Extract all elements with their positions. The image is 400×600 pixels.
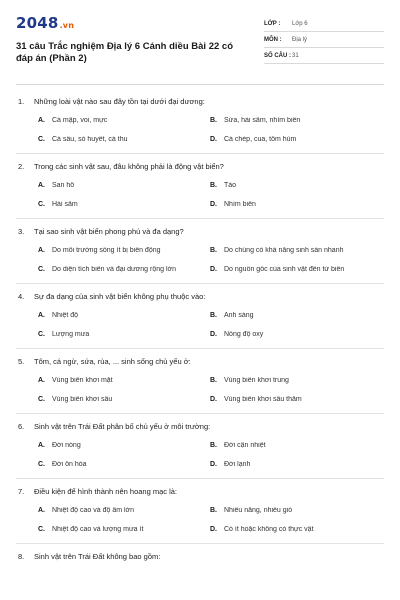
question-text bbox=[16, 420, 384, 434]
question-divider bbox=[16, 348, 384, 349]
option-letter: A. bbox=[38, 442, 45, 449]
question-item bbox=[16, 550, 384, 564]
logo-main: 2048 bbox=[16, 14, 59, 32]
answer-option[interactable] bbox=[38, 247, 210, 254]
option-letter: A. bbox=[38, 507, 45, 514]
question-divider bbox=[16, 218, 384, 219]
option-letter: A. bbox=[38, 182, 45, 189]
option-text: Đới cận nhiệt bbox=[224, 442, 266, 449]
meta-table bbox=[264, 16, 384, 72]
answer-options bbox=[16, 507, 384, 533]
question-text bbox=[16, 550, 384, 564]
question-text bbox=[16, 355, 384, 369]
answer-options bbox=[16, 312, 384, 338]
option-letter: B. bbox=[210, 117, 217, 124]
answer-option[interactable] bbox=[210, 117, 382, 124]
question-item bbox=[16, 290, 384, 349]
option-letter: C. bbox=[38, 526, 45, 533]
meta-value: Lớp 6 bbox=[292, 20, 308, 27]
answer-option[interactable] bbox=[38, 461, 210, 468]
question-divider bbox=[16, 153, 384, 154]
meta-value: Địa lý bbox=[292, 36, 308, 43]
option-letter: B. bbox=[210, 377, 217, 384]
question-item bbox=[16, 485, 384, 544]
answer-options bbox=[16, 377, 384, 403]
answer-option[interactable] bbox=[38, 526, 210, 533]
answer-option[interactable] bbox=[210, 182, 382, 189]
option-letter: D. bbox=[210, 331, 217, 338]
answer-option[interactable] bbox=[38, 507, 210, 514]
question-number: 5. bbox=[18, 357, 25, 366]
option-text: San hô bbox=[52, 182, 75, 189]
answer-options bbox=[16, 247, 384, 273]
option-letter: C. bbox=[38, 136, 45, 143]
question-stem: Sinh vật trên Trái Đất phân bố chủ yếu ở môi trường: bbox=[34, 422, 211, 431]
answer-option[interactable] bbox=[210, 461, 382, 468]
option-letter: A. bbox=[38, 247, 45, 254]
answer-options bbox=[16, 117, 384, 143]
answer-option[interactable] bbox=[38, 396, 210, 403]
question-stem: Trong các sinh vật sau, đâu không phải là động vật biển? bbox=[34, 162, 224, 171]
question-stem: Điều kiện để hình thành nên hoang mạc là: bbox=[34, 487, 178, 496]
option-letter: B. bbox=[210, 507, 217, 514]
question-divider bbox=[16, 543, 384, 544]
option-letter: B. bbox=[210, 182, 217, 189]
answer-option[interactable] bbox=[210, 526, 382, 533]
option-letter: B. bbox=[210, 247, 217, 254]
answer-option[interactable] bbox=[38, 442, 210, 449]
option-letter: D. bbox=[210, 461, 217, 468]
meta-row-subject bbox=[264, 32, 384, 48]
option-text: Do chúng có khả năng sinh sản nhanh bbox=[224, 247, 344, 254]
option-text: Cá mập, voi, mực bbox=[52, 117, 108, 124]
option-text: Có ít hoặc không có thực vật bbox=[224, 526, 314, 533]
option-letter: D. bbox=[210, 201, 217, 208]
option-text: Vùng biển khơi trung bbox=[224, 377, 289, 384]
answer-option[interactable] bbox=[210, 507, 382, 514]
question-item bbox=[16, 225, 384, 284]
answer-option[interactable] bbox=[210, 266, 382, 273]
option-letter: B. bbox=[210, 442, 217, 449]
option-text: Vùng biển khơi sâu bbox=[52, 396, 113, 403]
question-number: 3. bbox=[18, 227, 25, 236]
option-text: Vùng biển khơi sâu thẳm bbox=[224, 396, 302, 403]
question-number: 8. bbox=[18, 552, 25, 561]
question-stem: Sinh vật trên Trái Đất không bao gồm: bbox=[34, 552, 161, 561]
option-letter: C. bbox=[38, 331, 45, 338]
question-divider bbox=[16, 283, 384, 284]
document-title: 31 câu Trắc nghiệm Địa lý 6 Cánh diều Bài 22 có đáp án (Phần 2) bbox=[16, 41, 233, 64]
question-divider bbox=[16, 413, 384, 414]
option-text: Ánh sáng bbox=[224, 312, 254, 319]
option-text: Hải sâm bbox=[52, 201, 78, 208]
option-text: Cá sấu, sò huyết, cá thu bbox=[52, 136, 128, 143]
option-text: Tảo bbox=[224, 182, 237, 189]
option-letter: C. bbox=[38, 266, 45, 273]
meta-label: SỐ CÂU : bbox=[264, 52, 291, 59]
answer-option[interactable] bbox=[210, 396, 382, 403]
meta-label: LỚP : bbox=[264, 20, 281, 27]
option-text: Đới lạnh bbox=[224, 461, 251, 468]
option-text: Nhiệt độ bbox=[52, 312, 79, 319]
question-item bbox=[16, 95, 384, 154]
question-list bbox=[0, 85, 400, 564]
option-text: Nhiệt độ cao và lượng mưa ít bbox=[52, 526, 144, 533]
answer-option[interactable] bbox=[38, 377, 210, 384]
answer-option[interactable] bbox=[210, 331, 382, 338]
answer-option[interactable] bbox=[210, 136, 382, 143]
question-number: 1. bbox=[18, 97, 25, 106]
answer-options bbox=[16, 442, 384, 468]
answer-option[interactable] bbox=[38, 266, 210, 273]
question-item bbox=[16, 420, 384, 479]
answer-option[interactable] bbox=[210, 201, 382, 208]
question-divider bbox=[16, 478, 384, 479]
option-text: Sứa, hải sâm, nhím biển bbox=[224, 117, 301, 124]
question-stem: Tôm, cá ngừ, sứa, rùa, ... sinh sống chủ yếu ở: bbox=[34, 357, 191, 366]
answer-option[interactable] bbox=[38, 136, 210, 143]
option-letter: A. bbox=[38, 377, 45, 384]
option-letter: D. bbox=[210, 526, 217, 533]
question-text bbox=[16, 160, 384, 174]
answer-option[interactable] bbox=[210, 442, 382, 449]
answer-option[interactable] bbox=[210, 377, 382, 384]
option-letter: A. bbox=[38, 312, 45, 319]
question-text bbox=[16, 225, 384, 239]
option-text: Nhiều nắng, nhiều gió bbox=[224, 507, 293, 514]
question-number: 6. bbox=[18, 422, 25, 431]
brand-block bbox=[16, 14, 241, 72]
answer-option[interactable] bbox=[38, 331, 210, 338]
option-letter: D. bbox=[210, 396, 217, 403]
meta-row-class bbox=[264, 16, 384, 32]
option-text: Do diện tích biển và đại dương rộng lớn bbox=[52, 266, 176, 273]
question-text bbox=[16, 290, 384, 304]
option-letter: B. bbox=[210, 312, 217, 319]
question-number: 4. bbox=[18, 292, 25, 301]
answer-options bbox=[16, 182, 384, 208]
answer-option[interactable] bbox=[210, 312, 382, 319]
question-stem: Tại sao sinh vật biển phong phú và đa dạng? bbox=[34, 227, 184, 236]
option-text: Cá chép, cua, tôm hùm bbox=[224, 136, 297, 143]
document-header bbox=[0, 0, 400, 72]
option-letter: C. bbox=[38, 201, 45, 208]
answer-option[interactable] bbox=[38, 312, 210, 319]
answer-option[interactable] bbox=[38, 201, 210, 208]
answer-option[interactable] bbox=[38, 182, 210, 189]
option-letter: A. bbox=[38, 117, 45, 124]
option-text: Nồng độ oxy bbox=[224, 331, 264, 338]
option-letter: D. bbox=[210, 266, 217, 273]
meta-label: MÔN : bbox=[264, 36, 282, 43]
option-letter: C. bbox=[38, 461, 45, 468]
option-letter: D. bbox=[210, 136, 217, 143]
logo-suffix: .vn bbox=[59, 21, 75, 30]
question-text bbox=[16, 485, 384, 499]
answer-option[interactable] bbox=[210, 247, 382, 254]
option-text: Nhiệt độ cao và độ ẩm lớn bbox=[52, 507, 135, 514]
question-item bbox=[16, 160, 384, 219]
question-number: 2. bbox=[18, 162, 25, 171]
question-item bbox=[16, 355, 384, 414]
meta-value: 31 bbox=[292, 52, 299, 59]
option-text: Do môi trường sống ít bị biến động bbox=[52, 247, 161, 254]
answer-option[interactable] bbox=[38, 117, 210, 124]
question-number: 7. bbox=[18, 487, 25, 496]
option-text: Vùng biển khơi mặt bbox=[52, 377, 113, 384]
question-text bbox=[16, 95, 384, 109]
question-stem: Những loài vật nào sau đây tồn tại dưới đại dương: bbox=[34, 97, 205, 106]
option-text: Nhím biển bbox=[224, 201, 256, 208]
option-text: Do nguồn gốc của sinh vật đến từ biển bbox=[224, 266, 345, 273]
option-letter: C. bbox=[38, 396, 45, 403]
option-text: Lượng mưa bbox=[52, 331, 90, 338]
site-logo[interactable] bbox=[16, 14, 241, 35]
option-text: Đới nóng bbox=[52, 442, 81, 449]
meta-row-count bbox=[264, 48, 384, 64]
option-text: Đới ôn hòa bbox=[52, 461, 87, 468]
question-stem: Sự đa dạng của sinh vật biển không phụ thuộc vào: bbox=[34, 292, 206, 301]
